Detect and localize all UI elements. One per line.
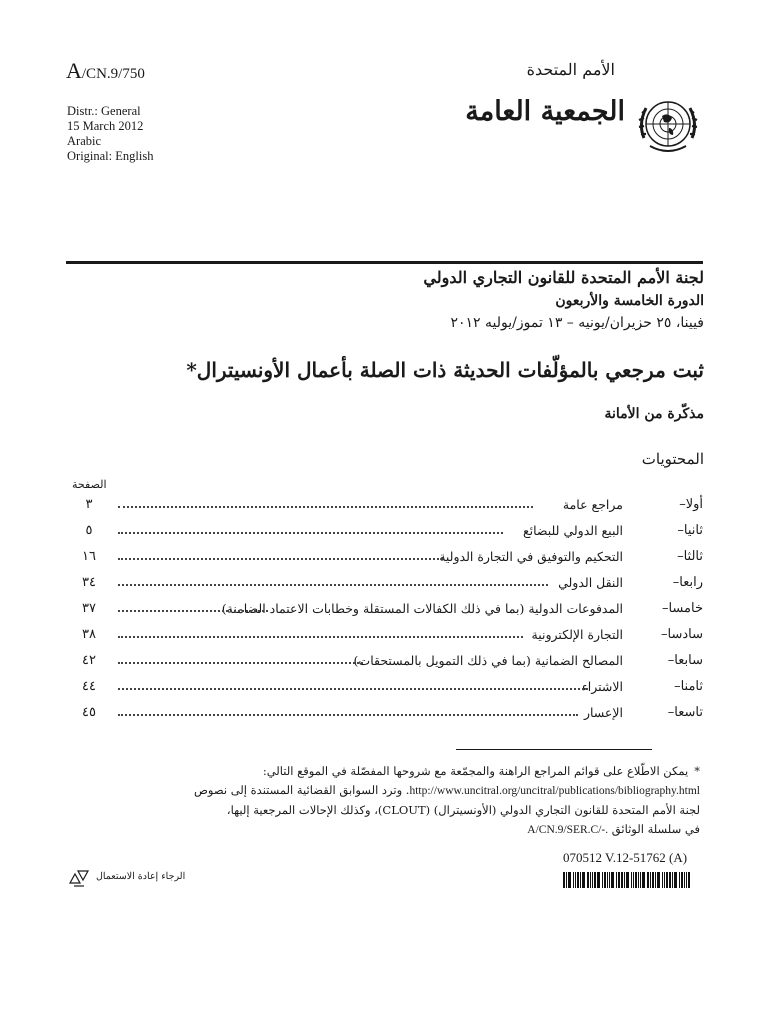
contents-heading: المحتويات — [641, 450, 704, 468]
toc-row[interactable] — [66, 601, 703, 623]
barcode-bar — [681, 872, 683, 888]
toc-row[interactable] — [66, 523, 703, 545]
header-rule — [66, 261, 703, 264]
toc-number: تاسعا– — [667, 705, 703, 720]
toc-page-number: ٣٧ — [82, 601, 96, 616]
bibliography-link[interactable]: http://www.uncitral.org/uncitral/publications/bibliography.html — [409, 785, 700, 797]
toc-title: التحكيم والتوفيق في التجارة الدولية — [439, 549, 623, 564]
barcode-bar — [688, 872, 690, 888]
toc-leader-dots — [118, 506, 533, 508]
toc-page-number: ٣٨ — [82, 627, 96, 642]
barcode-bar — [621, 872, 623, 888]
recycle-label: الرجاء إعادة الاستعمال — [96, 871, 186, 882]
barcode-bar — [679, 872, 680, 888]
barcode-bar — [650, 872, 651, 888]
barcode-bar — [626, 872, 629, 888]
toc-number: ثالثا– — [677, 549, 703, 564]
document-series: A/CN.9/SER.C/-. — [527, 824, 609, 836]
barcode-bar — [624, 872, 625, 888]
barcode-bar — [674, 872, 677, 888]
session-label: الدورة الخامسة والأربعون — [555, 293, 704, 309]
barcode — [563, 872, 703, 888]
toc-number: خامسا– — [661, 601, 703, 616]
barcode-bar — [640, 872, 641, 888]
document-symbol — [66, 58, 145, 84]
footnote: *يمكن الاطّلاع على قوائم المراجع الراهنة والمجمّعة مع شروحها المفصّلة في الموقع التالي: http://www.uncitral.org/uncitral/publications/bibliography.html. وترد السوابق القضائية المستندة إلى نصوص لجنة الأمم المتحدة للقانون التجاري الدولي (الأونسيترال) (CLOUT)، وكذلك الإحالات المرجعية إليها، في سلسلة الوثائق A/CN.9/SER.C/-. — [140, 762, 700, 840]
toc-row[interactable] — [66, 497, 703, 519]
barcode-bar — [635, 872, 637, 888]
barcode-bar — [582, 872, 585, 888]
barcode-bar — [638, 872, 639, 888]
barcode-bar — [633, 872, 634, 888]
toc-leader-dots — [118, 532, 503, 534]
toc-row[interactable] — [66, 549, 703, 571]
commission-block — [423, 268, 704, 331]
barcode-bar — [666, 872, 668, 888]
commission-name: لجنة الأمم المتحدة للقانون التجاري الدولي — [423, 268, 704, 287]
toc-number: سادسا– — [661, 627, 703, 642]
page-column-heading: الصفحة — [72, 478, 107, 491]
job-number: 070512 V.12-51762 (A) — [563, 850, 688, 865]
barcode-bar — [597, 872, 600, 888]
barcode-bar — [577, 872, 579, 888]
toc-number: رابعا– — [672, 575, 703, 590]
barcode-bar — [575, 872, 576, 888]
general-assembly-title: الجمعية العامة — [465, 96, 625, 127]
footnote-line: يمكن الاطّلاع على قوائم المراجع الراهنة والمجمّعة مع شروحها المفصّلة في الموقع التالي: — [262, 764, 689, 778]
place-date: فيينا، ٢٥ حزيران/يونيه – ١٣ تموز/يوليه ٢٠١٢ — [450, 315, 704, 331]
toc-row[interactable] — [66, 679, 703, 701]
barcode-bar — [647, 872, 649, 888]
distribution-block — [67, 104, 153, 164]
barcode-bar — [657, 872, 660, 888]
toc-number: ثانيا– — [677, 523, 703, 538]
toc-title: النقل الدولي — [558, 575, 623, 590]
toc-title: الإعسار — [583, 705, 623, 720]
toc-page-number: ٥ — [85, 523, 93, 538]
distribution-line: Distr.: General — [67, 104, 141, 118]
toc-title: الاشتراء — [581, 679, 623, 694]
toc-page-number: ٣ — [85, 497, 93, 512]
barcode-bar — [616, 872, 617, 888]
toc-row[interactable] — [66, 705, 703, 727]
barcode-bar — [580, 872, 581, 888]
toc-row[interactable] — [66, 575, 703, 597]
distribution-line: Arabic — [67, 134, 102, 148]
barcode-bar — [592, 872, 593, 888]
toc-page-number: ٤٤ — [82, 679, 96, 694]
toc-title: البيع الدولي للبضائع — [522, 523, 623, 538]
united-nations-label: الأمم المتحدة — [526, 60, 615, 79]
barcode-bar — [669, 872, 671, 888]
toc-leader-dots — [118, 688, 588, 690]
barcode-bar — [590, 872, 591, 888]
document-title: ثبت مرجعي بالمؤلّفات الحديثة ذات الصلة بأعمال الأونسيترال* — [186, 358, 704, 382]
toc-leader-dots — [118, 584, 548, 586]
toc-page-number: ٣٤ — [82, 575, 96, 590]
barcode-bar — [631, 872, 632, 888]
distribution-line: Original: English — [67, 149, 154, 163]
document-subtitle: مذكّرة من الأمانة — [604, 406, 704, 422]
symbol-rest: /CN.9/750 — [81, 66, 145, 82]
footnote-rule — [456, 749, 652, 750]
toc-row[interactable] — [66, 627, 703, 649]
toc-row[interactable] — [66, 653, 703, 675]
toc-page-number: ٤٥ — [82, 705, 96, 720]
barcode-bar — [563, 872, 565, 888]
footnote-marker: * — [694, 764, 700, 778]
toc-title: المدفوعات الدولية (بما في ذلك الكفالات المستقلة وخطابات الاعتماد الضامنة) — [221, 601, 623, 616]
barcode-bar — [587, 872, 589, 888]
barcode-bar — [684, 872, 685, 888]
un-emblem-icon — [632, 88, 704, 160]
toc-title: المصالح الضمانية (بما في ذلك التمويل بالمستحقات) — [353, 653, 623, 668]
barcode-bar — [618, 872, 620, 888]
toc-title: التجارة الإلكترونية — [531, 627, 623, 642]
barcode-bar — [652, 872, 654, 888]
barcode-bar — [607, 872, 608, 888]
distribution-line: 15 March 2012 — [67, 119, 144, 133]
barcode-bar — [611, 872, 614, 888]
toc-leader-dots — [118, 662, 363, 664]
toc-leader-dots — [118, 636, 523, 638]
toc-leader-dots — [118, 558, 443, 560]
barcode-bar — [602, 872, 603, 888]
toc-number: أولا– — [679, 497, 703, 512]
toc-leader-dots — [118, 610, 268, 612]
toc-number: سابعا– — [667, 653, 703, 668]
barcode-bar — [664, 872, 665, 888]
toc-page-number: ١٦ — [82, 549, 96, 564]
footnote-line: وترد السوابق القضائية المستندة إلى نصوص — [194, 783, 403, 797]
barcode-bar — [686, 872, 687, 888]
barcode-bar — [642, 872, 645, 888]
symbol-initial: A — [66, 58, 82, 83]
barcode-bar — [573, 872, 574, 888]
barcode-bar — [604, 872, 606, 888]
toc-title: مراجع عامة — [562, 497, 623, 512]
barcode-bar — [566, 872, 567, 888]
barcode-bar — [609, 872, 610, 888]
footnote-line: لجنة الأمم المتحدة للقانون التجاري الدولي (الأونسيترال) (CLOUT)، وكذلك الإحالات المرجعية إليها، — [226, 803, 700, 817]
footnote-line: في سلسلة الوثائق — [611, 822, 700, 836]
barcode-bar — [594, 872, 596, 888]
barcode-bar — [655, 872, 656, 888]
barcode-bar — [672, 872, 673, 888]
barcode-bar — [662, 872, 663, 888]
barcode-bar — [568, 872, 571, 888]
toc-page-number: ٤٢ — [82, 653, 96, 668]
toc-leader-dots — [118, 714, 578, 716]
toc-number: ثامنا– — [674, 679, 703, 694]
